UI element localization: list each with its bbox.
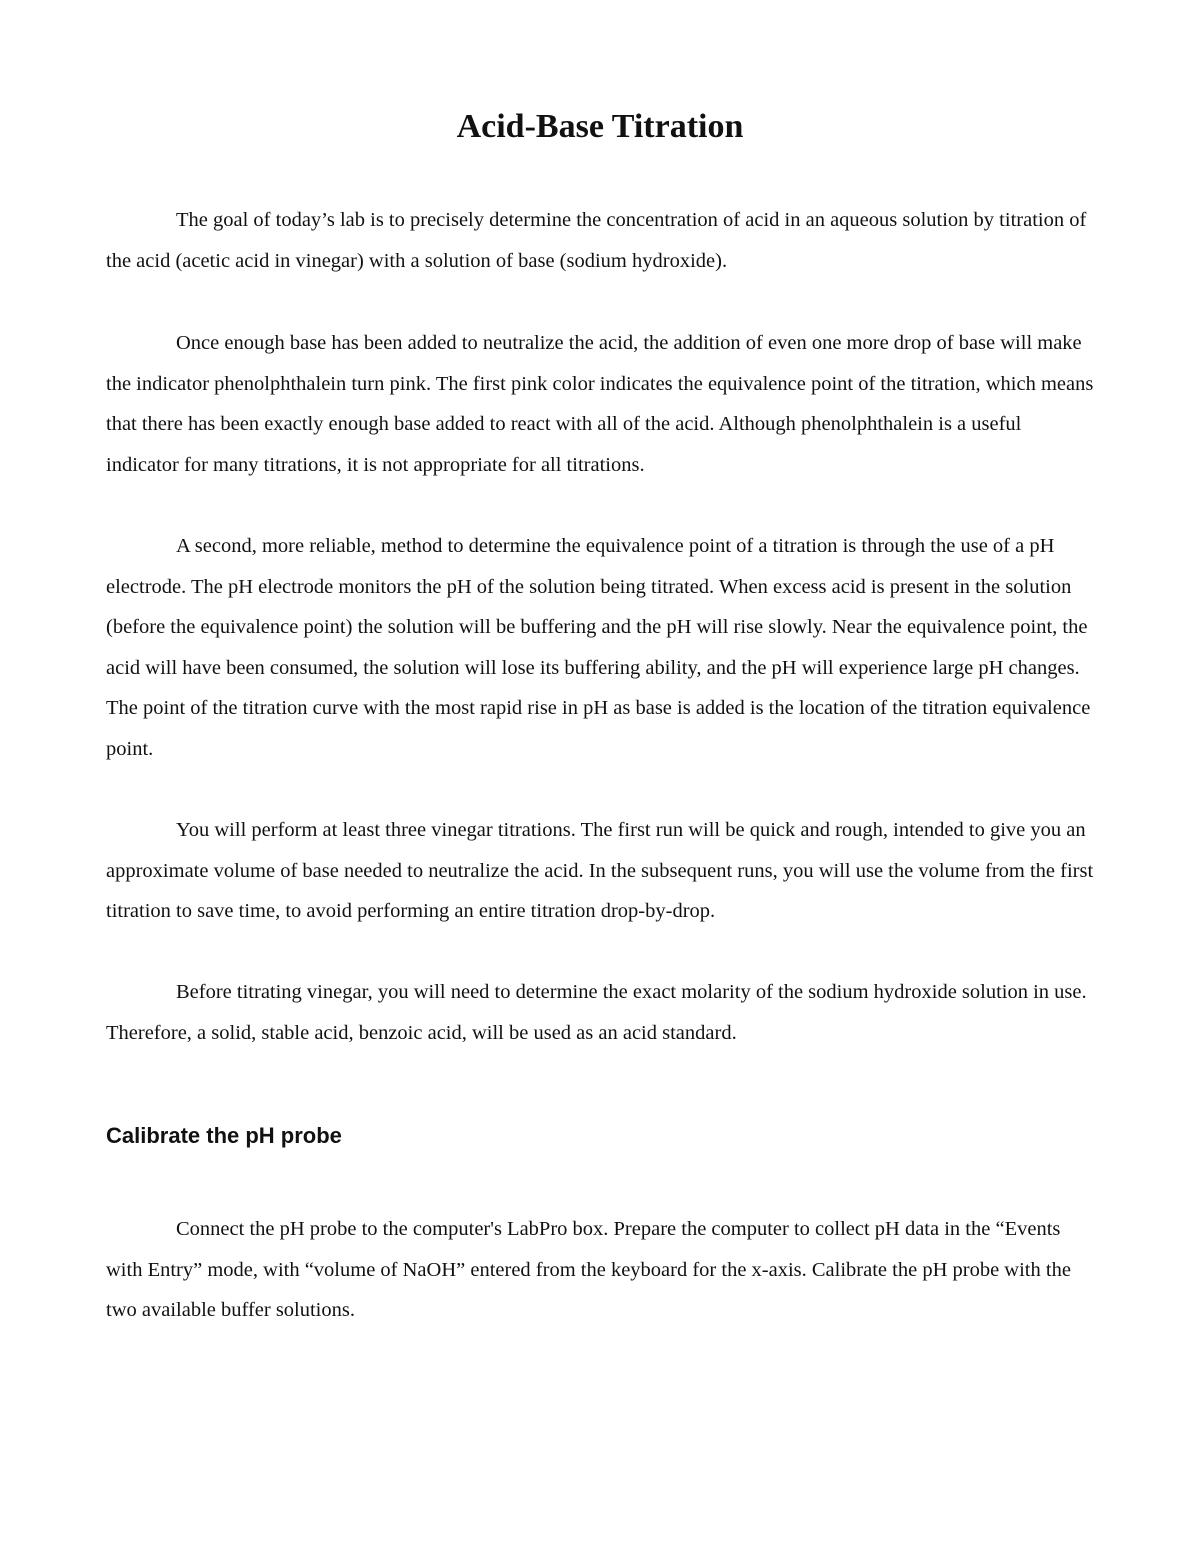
paragraph-ph-electrode: A second, more reliable, method to determine the equivalence point of a titration is through the use of a pH electrode. The pH electrode monitors the pH of the solution being titrated. When excess acid is present in the solution (before the equivalence point) the solution will be buffering and the pH will rise slowly. Near the equivalence point, the acid will have been consumed, the solution will lose its buffering ability, and the pH will experience large pH changes. The point of the titration curve with the most rapid rise in pH as base is added is the location of the titration equivalence point.: [106, 535, 1091, 760]
paragraph-calibrate: Connect the pH probe to the computer's LabPro box. Prepare the computer to collect pH data in the “Events with Entry” mode, with “volume of NaOH” entered from the keyboard for the x-axis. Calibrate the pH probe with the two available buffer solutions.: [106, 1218, 1071, 1321]
paragraph-goal: The goal of today’s lab is to precisely determine the concentration of acid in an aqueous solution by titration of the acid (acetic acid in vinegar) with a solution of base (sodium hydroxide).: [106, 209, 1087, 272]
paragraph-standard: Before titrating vinegar, you will need to determine the exact molarity of the sodium hydroxide solution in use. Therefore, a solid, stable acid, benzoic acid, will be used as an acid standard.: [106, 981, 1087, 1044]
paragraph-titration-runs: You will perform at least three vinegar titrations. The first run will be quick and rough, intended to give you an approximate volume of base needed to neutralize the acid. In the subsequent runs, you will use the volume from the first titration to save time, to avoid performing an entire titration drop-by-drop.: [106, 819, 1094, 922]
section-heading-calibrate: Calibrate the pH probe: [106, 1123, 342, 1148]
paragraph-indicator: Once enough base has been added to neutralize the acid, the addition of even one more drop of base will make the indicator phenolphthalein turn pink. The first pink color indicates the equivalence point of the titration, which means that there has been exactly enough base added to react with all of the acid. Although phenolphthalein is a useful indicator for many titrations, it is not appropriate for all titrations.: [106, 332, 1094, 476]
document-title: Acid-Base Titration: [456, 108, 744, 145]
